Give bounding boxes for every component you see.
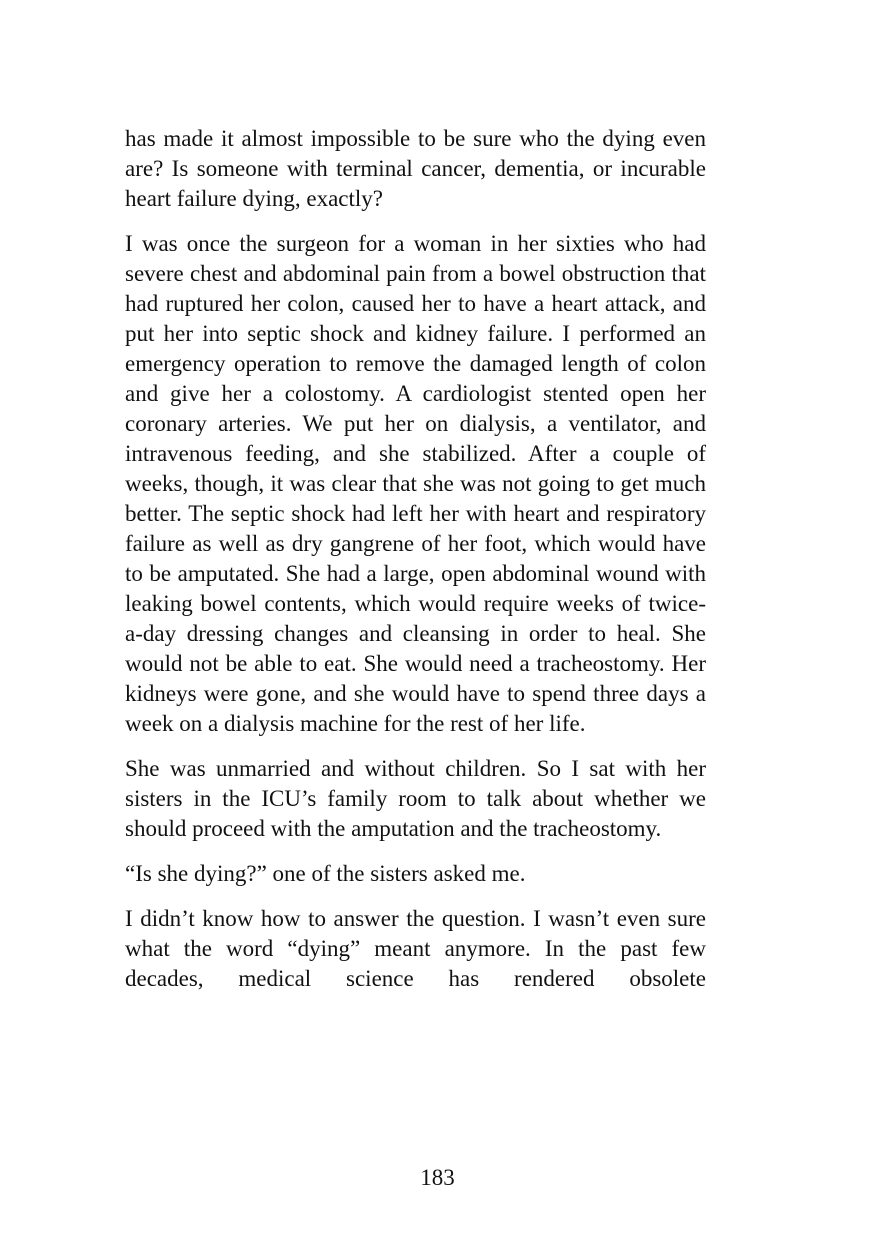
paragraph-1: has made it almost impossible to be sure who the dying even are? Is someone with terminal cancer, dementia, or incurable heart failure dying, exactly? (125, 126, 706, 211)
paragraph-4: “Is she dying?” one of the sisters asked me. (125, 861, 526, 886)
paragraph-5: I didn’t know how to answer the question. I wasn’t even sure what the word “dying” meant anymore. In the past few decades, medical science has rendered obsolete (125, 906, 706, 991)
paragraph-2: I was once the surgeon for a woman in her sixties who had severe chest and abdominal pain from a bowel obstruction that had ruptured her colon, caused her to have a heart attack, and put her into septic shock and kidney failure. I performed an emergency operation to remove the damaged length of colon and give her a colostomy. A cardiologist stented open her coronary arteries. We put her on dialysis, a ventilator, and intravenous feeding, and she stabilized. After a couple of weeks, though, it was clear that she was not going to get much better. The septic shock had left her with heart and respiratory failure as well as dry gangrene of her foot, which would have to be amputated. She had a large, open abdominal wound with leaking bowel contents, which would require weeks of twice-a-day dressing changes and cleansing in order to heal. She would not be able to eat. She would need a tracheostomy. Her kidneys were gone, and she would have to spend three days a week on a dialysis machine for the rest of her life. (125, 231, 706, 736)
paragraph-3: She was unmarried and without children. So I sat with her sisters in the ICU’s family room to talk about whether we should proceed with the amputation and the tracheostomy. (125, 756, 706, 841)
body-text (125, 124, 706, 994)
page-number: 183 (420, 1165, 455, 1190)
